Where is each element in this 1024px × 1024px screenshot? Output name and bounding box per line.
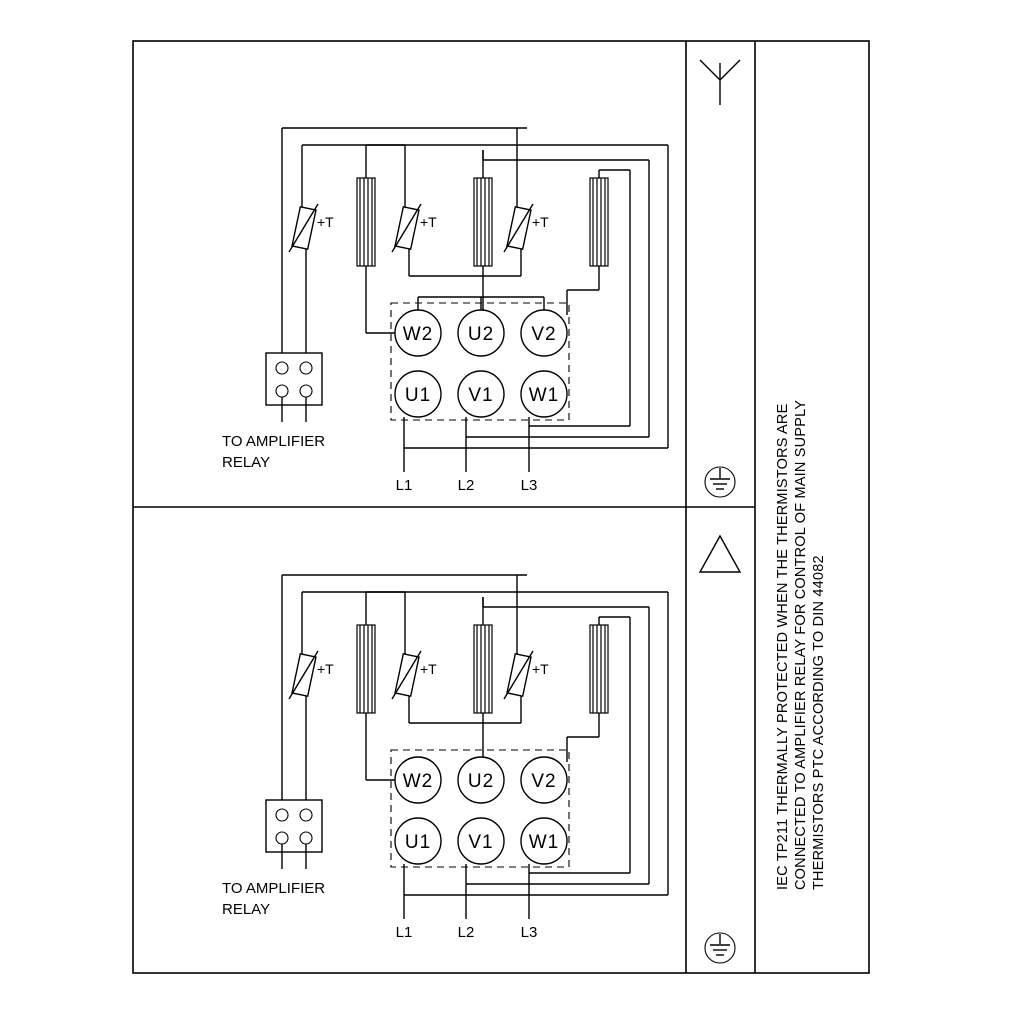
terminal-u1 xyxy=(395,371,441,417)
supply-label-l1: L1 xyxy=(395,924,413,941)
earth-ground-symbol xyxy=(705,467,735,497)
thermistor-label-2: +T xyxy=(420,661,437,677)
svg-text:V1: V1 xyxy=(468,385,494,406)
terminal-u2 xyxy=(458,757,504,803)
thermistor-2 xyxy=(392,196,437,262)
thermistor-label-3: +T xyxy=(532,214,549,230)
thermistor-1 xyxy=(289,643,334,709)
motor-coil-3 xyxy=(590,617,608,737)
svg-text:V2: V2 xyxy=(531,771,557,792)
svg-text:V2: V2 xyxy=(531,324,557,345)
thermistor-2 xyxy=(392,643,437,709)
terminal-v2 xyxy=(521,757,567,803)
thermistor-3 xyxy=(504,643,549,709)
motor-coil-2 xyxy=(474,150,492,303)
thermistor-label-1: +T xyxy=(317,661,334,677)
terminal-u1 xyxy=(395,818,441,864)
thermistor-1 xyxy=(289,196,334,262)
motor-coil-3 xyxy=(590,170,608,290)
svg-text:V1: V1 xyxy=(468,832,494,853)
motor-coil-2 xyxy=(474,597,492,750)
terminal-w2 xyxy=(395,310,441,356)
terminal-u2 xyxy=(458,310,504,356)
amplifier-connector-block xyxy=(266,353,322,422)
svg-text:W1: W1 xyxy=(528,832,560,853)
star-wye-symbol xyxy=(700,60,740,105)
thermistor-label-2: +T xyxy=(420,214,437,230)
svg-text:U1: U1 xyxy=(404,385,432,406)
motor-coil-1 xyxy=(357,597,375,750)
supply-label-l2: L2 xyxy=(457,477,475,494)
amplifier-label-line1: TO AMPLIFIER xyxy=(222,880,326,897)
terminal-v1 xyxy=(458,371,504,417)
terminal-w1 xyxy=(521,371,567,417)
delta-triangle-symbol xyxy=(700,536,740,572)
side-note-line3: THERMISTORS PTC ACCORDING TO DIN 44082 xyxy=(811,555,827,890)
supply-label-l3: L3 xyxy=(520,924,538,941)
thermistor-3 xyxy=(504,196,549,262)
amplifier-label-line2: RELAY xyxy=(222,901,271,918)
terminal-w1 xyxy=(521,818,567,864)
svg-text:W1: W1 xyxy=(528,385,560,406)
svg-text:W2: W2 xyxy=(402,771,434,792)
earth-ground-symbol xyxy=(705,933,735,963)
side-note-line1: IEC TP211 THERMALLY PROTECTED WHEN THE THERMISTORS ARE xyxy=(775,403,791,890)
terminal-v2 xyxy=(521,310,567,356)
motor-coil-1 xyxy=(357,150,375,303)
amplifier-label-line1: TO AMPLIFIER xyxy=(222,433,326,450)
side-note xyxy=(775,400,827,890)
side-note-line2: CONNECTED TO AMPLIFIER RELAY FOR CONTROL OF MAIN SUPPLY xyxy=(793,399,809,890)
svg-text:W2: W2 xyxy=(402,324,434,345)
amplifier-connector-block xyxy=(266,800,322,869)
svg-text:U2: U2 xyxy=(467,324,495,345)
svg-text:U1: U1 xyxy=(404,832,432,853)
supply-label-l3: L3 xyxy=(520,477,538,494)
thermistor-label-1: +T xyxy=(317,214,334,230)
terminal-w2 xyxy=(395,757,441,803)
supply-label-l1: L1 xyxy=(395,477,413,494)
svg-text:U2: U2 xyxy=(467,771,495,792)
supply-label-l2: L2 xyxy=(457,924,475,941)
panel-star xyxy=(222,60,740,497)
thermistor-label-3: +T xyxy=(532,661,549,677)
terminal-v1 xyxy=(458,818,504,864)
amplifier-label-line2: RELAY xyxy=(222,454,271,471)
panel-delta xyxy=(222,536,740,963)
